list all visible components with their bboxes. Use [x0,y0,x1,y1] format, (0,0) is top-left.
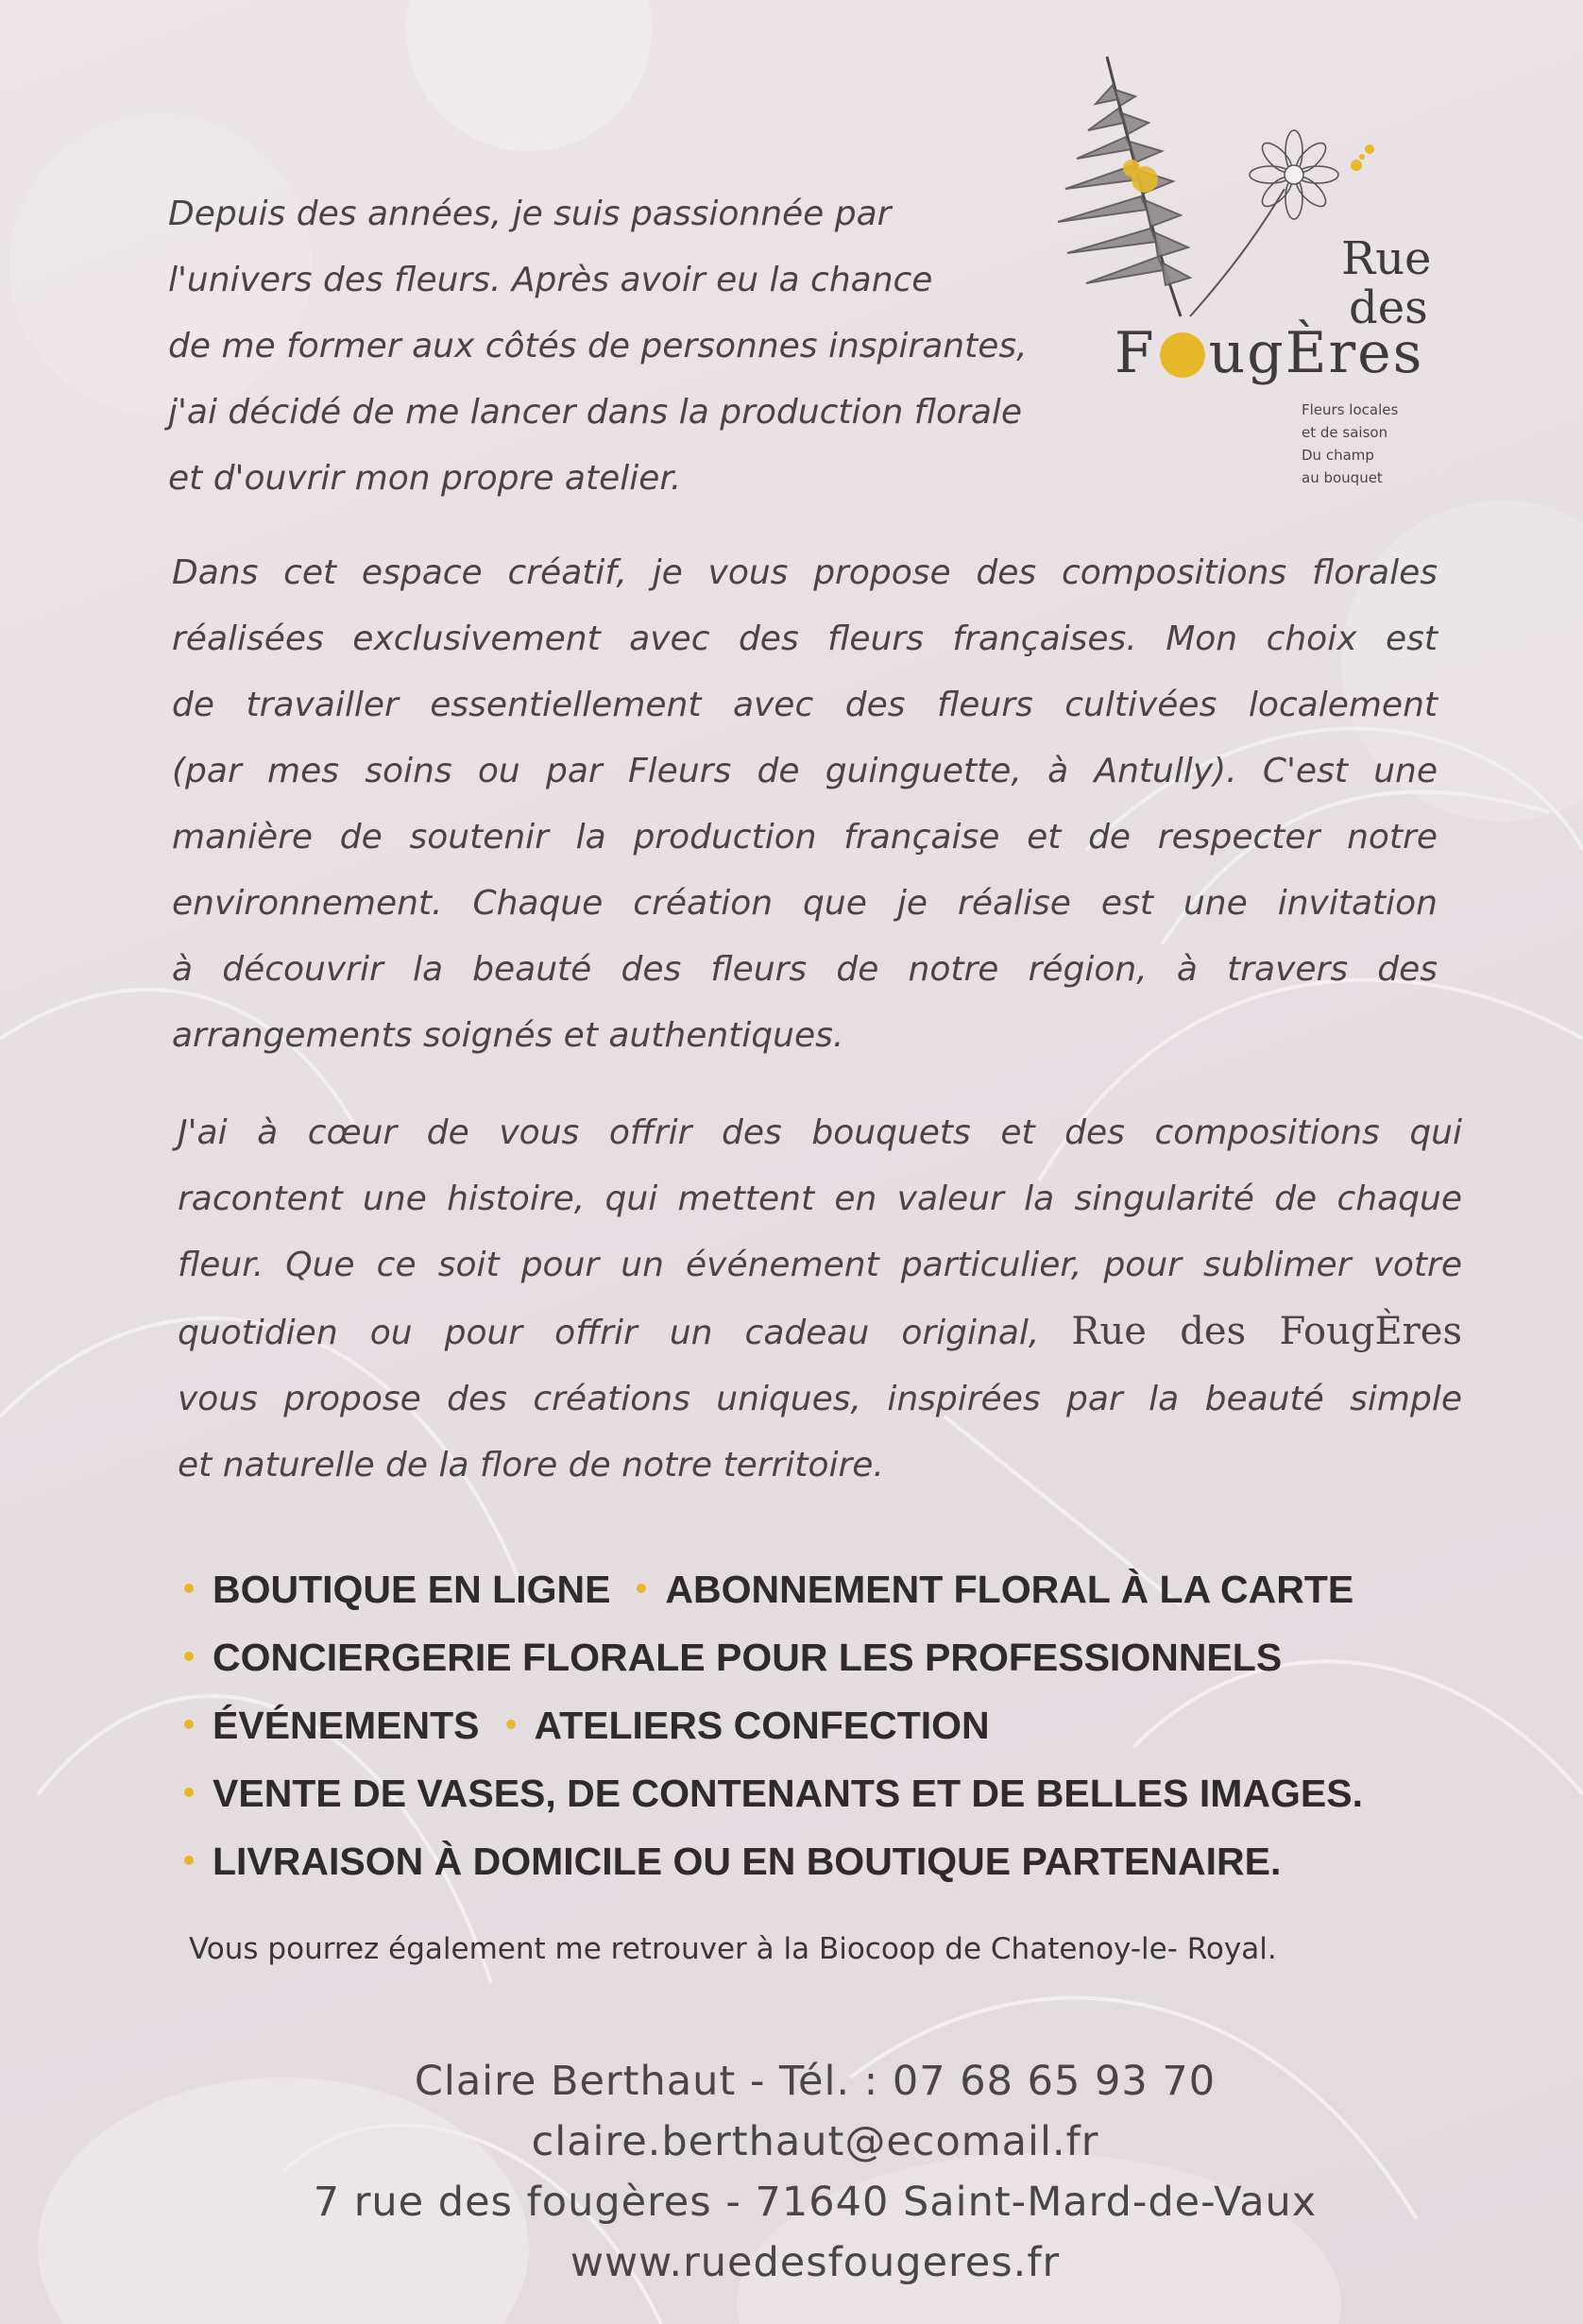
logo-fougeres-left: F [1115,320,1156,386]
paragraph-line: de me former aux côtés de personnes inspirantes, [168,327,1028,365]
paragraph-line: racontent une histoire, qui mettent en valeur la singularité de chaque [178,1179,1462,1218]
paragraph-line: environnement. Chaque création que je réalise est une invitation [172,884,1438,923]
logo-fougeres-right: ugÈres [1208,320,1424,386]
paragraph-line: et d'ouvrir mon propre atelier. [168,459,682,498]
bullet-icon [637,1584,646,1593]
tagline-line: au bouquet [1302,469,1383,486]
contact-block [225,2051,1405,2293]
bullet-icon [184,1584,194,1593]
services-row [184,1827,1506,1895]
paragraph-line: arrangements soignés et authentiques. [172,1016,844,1055]
service-label: ÉVÉNEMENTS [213,1704,480,1747]
paragraph-line: réalisées exclusivement avec des fleurs françaises. Mon choix est [172,619,1438,658]
service-label: BOUTIQUE EN LIGNE [213,1568,611,1611]
logo-word-des: des [1349,281,1428,334]
service-label: CONCIERGERIE FLORALE POUR LES PROFESSIONNELS [213,1636,1283,1679]
creative-space-paragraph [172,540,1438,1069]
paragraph-line: j'ai décidé de me lancer dans la production florale [168,393,1023,432]
contact-email: claire.berthaut@ecomail.fr [531,2118,1099,2165]
biocoop-note: Vous pourrez également me retrouver à la Biocoop de Chatenoy-le- Royal. [189,1932,1277,1966]
service-label: VENTE DE VASES, DE CONTENANTS ET DE BELLES IMAGES. [213,1772,1364,1815]
tagline-line: et de saison [1302,424,1388,441]
bullet-icon [506,1720,516,1729]
bullet-icon [184,1856,194,1865]
service-ateliers [506,1691,990,1759]
bullet-icon [184,1720,194,1729]
service-vente [184,1759,1363,1827]
paragraph-line: J'ai à cœur de vous offrir des bouquets et des compositions qui [178,1113,1462,1152]
services-row [184,1691,1506,1759]
paragraph-line: Depuis des années, je suis passionnée par [168,195,892,233]
contact-name-phone: Claire Berthaut - Tél. : 07 68 65 93 70 [414,2058,1217,2105]
inline-brand-name: Rue des FougÈres [1071,1310,1462,1353]
brand-logo [1039,47,1445,491]
paragraph-line: (par mes soins ou par Fleurs de guinguette, à Antully). C'est une [172,752,1438,790]
paragraph-line: Dans cet espace créatif, je vous propose des compositions florales [172,553,1438,592]
logo-word-rue: Rue [1341,232,1432,285]
paragraph-line-with-brand [178,1298,1462,1366]
service-label: LIVRAISON À DOMICILE OU EN BOUTIQUE PARTENAIRE. [213,1840,1282,1883]
paragraph-line: et naturelle de la flore de notre territoire. [178,1446,884,1484]
service-label: ABONNEMENT FLORAL À LA CARTE [665,1568,1354,1611]
contact-address: 7 rue des fougères - 71640 Saint-Mard-de-Vaux [313,2179,1318,2226]
services-row [184,1759,1506,1827]
service-boutique [184,1555,610,1623]
bullet-icon [184,1788,194,1797]
services-list [184,1555,1506,1895]
bullet-icon [184,1652,194,1661]
tagline-line: Fleurs locales [1302,401,1399,418]
service-livraison [184,1827,1281,1895]
paragraph-line: l'univers des fleurs. Après avoir eu la chance [168,261,933,299]
services-row [184,1555,1506,1623]
logo-yellow-dot [1160,332,1205,378]
intro-paragraph [168,181,1094,512]
services-row [184,1623,1506,1691]
service-abonnement [637,1555,1353,1623]
logo-tagline [1302,399,1434,489]
paragraph-line: à découvrir la beauté des fleurs de notre région, à travers des [172,950,1438,989]
paragraph-line: de travailler essentiellement avec des fleurs cultivées localement [172,686,1438,724]
logo-word-fougeres [1115,320,1424,386]
service-evenements [184,1691,480,1759]
paragraph-line: vous propose des créations uniques, inspirées par la beauté simple [178,1380,1462,1418]
tagline-line: Du champ [1302,447,1374,464]
contact-website: www.ruedesfougeres.fr [570,2239,1061,2286]
paragraph-line: fleur. Que ce soit pour un événement particulier, pour sublimer votre [178,1246,1462,1284]
paragraph-line-prefix: quotidien ou pour offrir un cadeau original, [178,1314,1040,1352]
service-label: ATELIERS CONFECTION [534,1704,990,1747]
paragraph-line: manière de soutenir la production française et de respecter notre [172,818,1438,857]
bouquets-paragraph [178,1100,1462,1499]
service-conciergerie [184,1623,1282,1691]
